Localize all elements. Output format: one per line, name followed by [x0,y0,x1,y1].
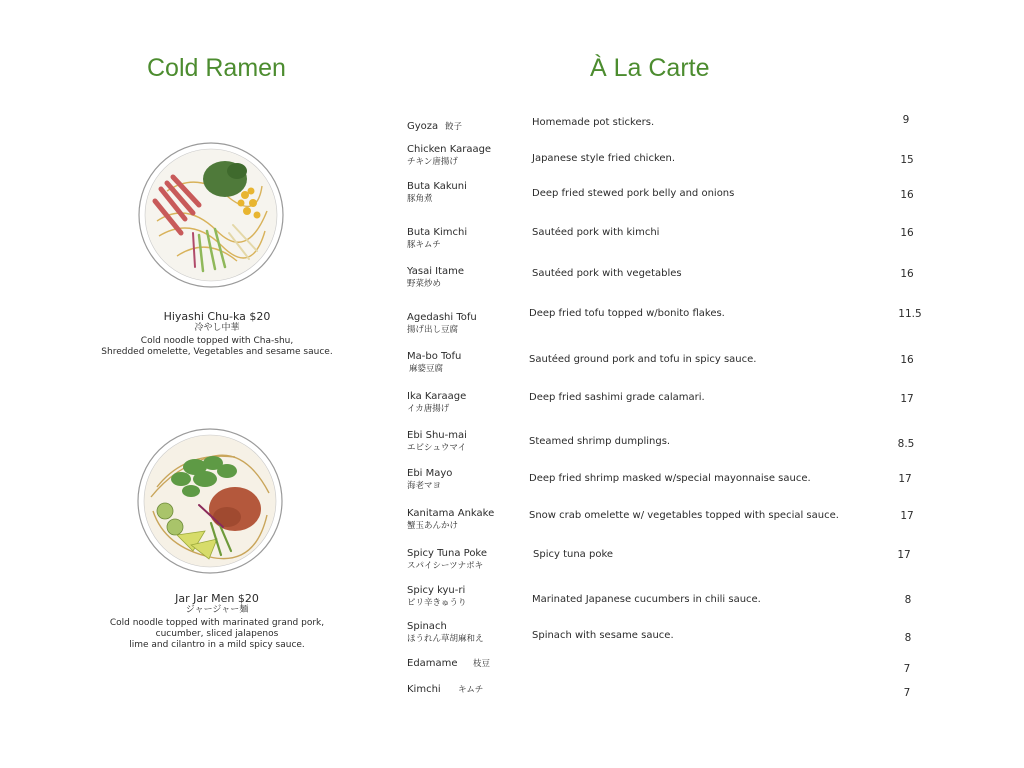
item-price: 9 [902,114,910,126]
hiyashi-chuka-illustration [137,141,285,289]
a-la-carte-title: À La Carte [590,54,710,82]
item-name: Spinach [407,621,447,632]
item-price: 17 [897,549,911,561]
item-name: Spicy kyu-ri [407,585,466,596]
item-price: 16 [900,227,914,239]
ramen-description: Cold noodle topped with marinated grand pork, cucumber, sliced jalapenos lime and cilantro in a mild spicy sauce. [109,618,325,650]
hiyashi-chuka-caption [60,310,374,358]
item-name: Buta Kimchi [407,227,468,238]
item-description: Sautéed pork with kimchi [532,227,660,238]
item-price: 16 [900,268,914,280]
item-japanese-name: 餃子 [445,122,463,132]
item-japanese-name: 野菜炒め [407,279,442,289]
item-japanese-name: ほうれん草胡麻和え [407,634,484,644]
item-price: 7 [903,663,911,675]
item-japanese-name: 豚キムチ [407,240,441,250]
item-name: Edamame [407,658,458,669]
item-name: Ebi Shu-mai [407,430,467,441]
item-japanese-name: イカ唐揚げ [407,404,450,414]
item-description: Deep fried shrimp masked w/special mayonnaise sauce. [529,473,811,484]
item-japanese-name: エビシュウマイ [407,443,467,453]
item-japanese-name: 揚げ出し豆腐 [407,325,459,335]
item-price: 17 [898,473,912,485]
item-japanese-name: 海老マヨ [407,481,442,491]
item-description: Deep fried tofu topped w/bonito flakes. [529,308,725,319]
item-japanese-name: チキン唐揚げ [407,157,458,167]
item-price: 7 [903,687,911,699]
item-description: Deep fried sashimi grade calamari. [529,392,705,403]
item-japanese-name: スパイシーツナポキ [407,561,484,571]
item-description: Marinated Japanese cucumbers in chili sauce. [532,594,761,605]
jar-jar-men-caption [60,592,374,651]
item-price: 17 [900,510,914,522]
item-name: Kanitama Ankake [407,508,495,519]
item-price: 8 [904,632,912,644]
item-description: Steamed shrimp dumplings. [529,436,671,447]
item-price: 15 [900,154,914,166]
ramen-name: Jar Jar Men $20 [175,592,259,605]
item-description: Spinach with sesame sauce. [532,630,674,641]
item-price: 17 [900,393,914,405]
item-name: Ma-bo Tofu [407,351,462,362]
ramen-name: Hiyashi Chu-ka $20 [163,310,271,323]
jar-jar-men-illustration [135,427,285,575]
item-japanese-name: 豚角煮 [407,194,433,204]
ramen-description: Cold noodle topped with Cha-shu, Shredded omelette, Vegetables and sesame sauce. [101,336,333,357]
item-description: Homemade pot stickers. [532,117,655,128]
item-name: Buta Kakuni [407,181,467,192]
item-price: 16 [900,189,914,201]
item-name: Chicken Karaage [407,144,492,155]
item-name: Ika Karaage [407,391,467,402]
item-description: Spicy tuna poke [533,549,614,560]
item-japanese-name: 枝豆 [473,659,491,669]
item-description: Sautéed ground pork and tofu in spicy sauce. [529,354,757,365]
item-name: Ebi Mayo [407,468,453,479]
item-price: 16 [900,354,914,366]
item-price: 11.5 [898,308,922,320]
ramen-japanese-name: ジャージャー麺 [185,605,249,615]
item-japanese-name: キムチ [458,685,484,695]
item-name: Agedashi Tofu [407,312,477,323]
cold-ramen-title: Cold Ramen [147,54,286,82]
item-name: Spicy Tuna Poke [407,548,488,559]
item-japanese-name: ピリ辛きゅうり [407,598,467,608]
item-name: Gyoza [407,121,439,132]
item-japanese-name: 麻婆豆腐 [409,364,444,374]
item-japanese-name: 蟹玉あんかけ [407,521,459,531]
item-description: Snow crab omelette w/ vegetables topped with special sauce. [529,510,839,521]
item-name: Kimchi [407,684,441,695]
item-price: 8 [904,594,912,606]
ramen-japanese-name: 冷やし中華 [194,323,240,333]
item-price: 8.5 [897,438,915,450]
item-description: Deep fried stewed pork belly and onions [532,188,735,199]
item-description: Sautéed pork with vegetables [532,268,682,279]
item-description: Japanese style fried chicken. [532,153,676,164]
item-name: Yasai Itame [407,266,465,277]
